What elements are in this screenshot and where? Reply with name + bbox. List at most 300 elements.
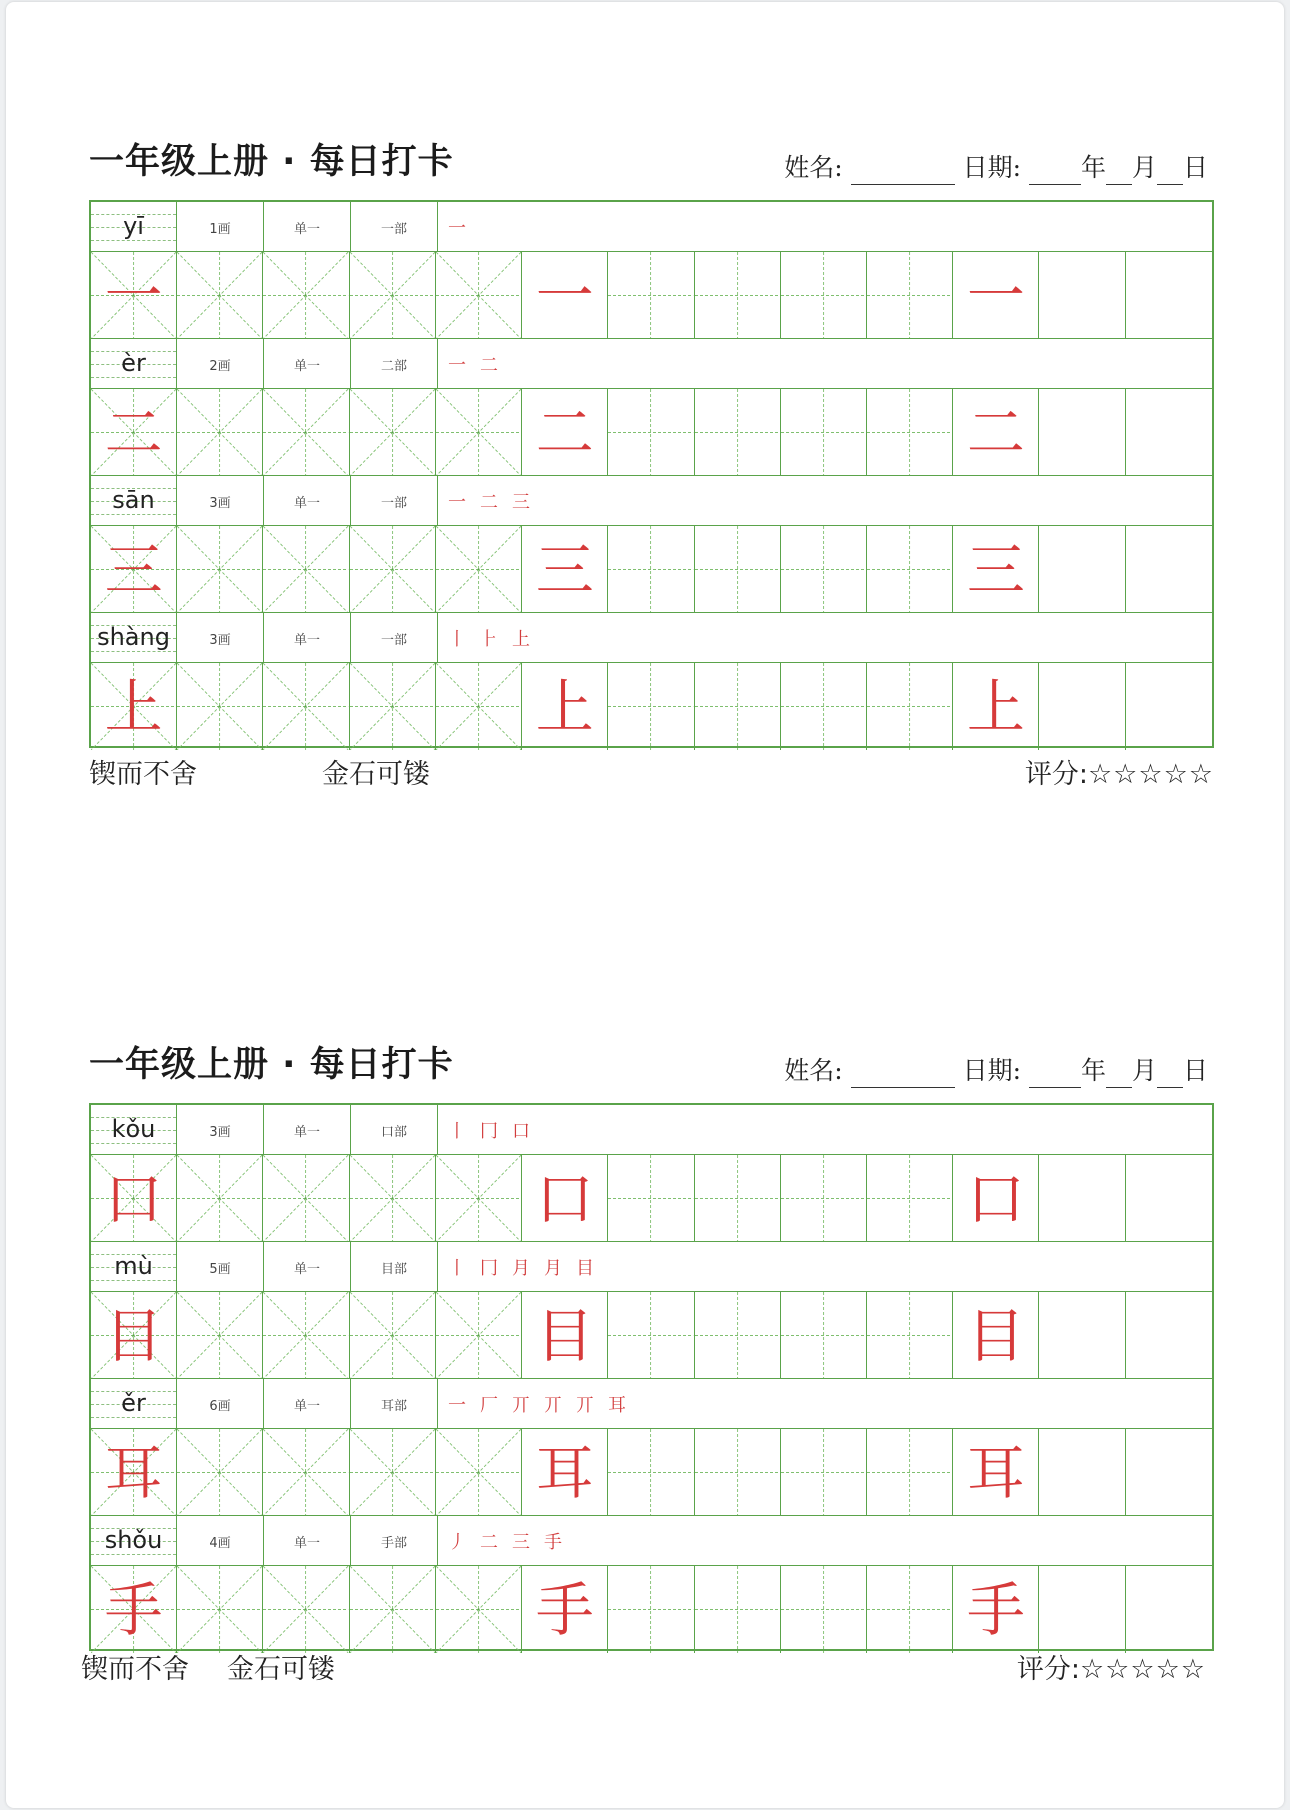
half-guide: [867, 1566, 952, 1653]
half-guide: [781, 526, 866, 613]
writing-cell[interactable]: [263, 1566, 349, 1653]
writing-cell[interactable]: [436, 1566, 522, 1653]
writing-cell[interactable]: [263, 1292, 349, 1379]
writing-cell[interactable]: [781, 1155, 867, 1242]
writing-cell[interactable]: [608, 1566, 694, 1653]
radical: 一部: [351, 202, 438, 252]
writing-cell[interactable]: [350, 252, 436, 339]
writing-cell[interactable]: [1126, 252, 1212, 339]
half-guide: [867, 526, 952, 613]
writing-cell[interactable]: [695, 1566, 781, 1653]
model-character: 三: [966, 535, 1025, 604]
writing-cell[interactable]: [608, 389, 694, 476]
stroke-step: 三: [512, 1532, 530, 1553]
writing-cell[interactable]: [436, 252, 522, 339]
writing-cell[interactable]: [91, 1429, 177, 1516]
half-guide: [608, 1292, 693, 1379]
writing-cell[interactable]: [91, 1155, 177, 1242]
half-guide: [781, 252, 866, 339]
tianzige-guide: [350, 1566, 435, 1653]
pinyin-cell: [91, 1242, 177, 1292]
writing-cell[interactable]: [436, 1155, 522, 1242]
stroke-step: 丨: [448, 1258, 466, 1279]
writing-row: [91, 1155, 1212, 1242]
model-character: 一: [535, 261, 594, 330]
structure: 单一: [264, 476, 351, 526]
structure: 单一: [264, 1379, 351, 1429]
month-label: 月: [1131, 1056, 1157, 1085]
tianzige-guide: [177, 389, 262, 476]
char-info-row: [91, 613, 1212, 663]
char-info-row: [91, 1379, 1212, 1429]
writing-cell[interactable]: [263, 252, 349, 339]
half-guide: [695, 1429, 780, 1516]
model-character: 口: [535, 1164, 594, 1233]
writing-cell[interactable]: [953, 389, 1039, 476]
half-guide: [781, 1155, 866, 1242]
date-label: 日期:: [962, 153, 1021, 182]
writing-cell[interactable]: [522, 389, 608, 476]
stroke-count: 3画: [177, 476, 264, 526]
practice-grid: [89, 1103, 1214, 1651]
stroke-order: [438, 202, 1212, 252]
char-info-row: [91, 339, 1212, 389]
score-line: [1017, 1653, 1206, 1687]
pinyin-cell: [91, 339, 177, 389]
day-label: 日: [1182, 1056, 1208, 1085]
score-stars[interactable]: ☆☆☆☆☆: [1087, 759, 1214, 790]
year-field[interactable]: [1029, 158, 1081, 185]
half-guide: [695, 1292, 780, 1379]
writing-cell[interactable]: [1040, 526, 1126, 613]
writing-cell[interactable]: [522, 1566, 608, 1653]
model-character: 二: [535, 398, 594, 467]
half-guide: [781, 1429, 866, 1516]
stroke-order: [438, 476, 1212, 526]
structure: 单一: [264, 1105, 351, 1155]
model-character: 口: [966, 1164, 1025, 1233]
half-guide: [867, 663, 952, 750]
writing-cell[interactable]: [695, 1155, 781, 1242]
tianzige-guide: [177, 1155, 262, 1242]
model-character: 一: [966, 261, 1025, 330]
stroke-step: 丌: [544, 1395, 562, 1416]
practice-sheet: [89, 142, 1214, 808]
writing-cell[interactable]: [522, 1429, 608, 1516]
half-guide: [608, 1155, 693, 1242]
model-character: 上: [966, 672, 1025, 741]
writing-cell[interactable]: [867, 663, 953, 750]
writing-cell[interactable]: [953, 1429, 1039, 1516]
pinyin: èr: [121, 349, 146, 377]
model-character: 三: [535, 535, 594, 604]
writing-cell[interactable]: [953, 1155, 1039, 1242]
half-guide: [608, 252, 693, 339]
stroke-order: [438, 1105, 1212, 1155]
radical: 二部: [351, 339, 438, 389]
half-guide: [695, 663, 780, 750]
half-guide: [867, 389, 952, 476]
writing-row: [91, 389, 1212, 476]
model-character: 耳: [104, 1438, 163, 1507]
stroke-step: 二: [480, 355, 498, 376]
model-character: 一: [104, 261, 163, 330]
stroke-step: 二: [480, 1532, 498, 1553]
day-field[interactable]: [1157, 158, 1183, 185]
writing-cell[interactable]: [436, 526, 522, 613]
pinyin-cell: [91, 1516, 177, 1566]
writing-cell[interactable]: [608, 663, 694, 750]
writing-cell[interactable]: [867, 1292, 953, 1379]
writing-cell[interactable]: [1040, 1155, 1126, 1242]
stroke-step: 一: [448, 355, 466, 376]
writing-cell[interactable]: [91, 1566, 177, 1653]
tianzige-guide: [350, 1292, 435, 1379]
writing-cell[interactable]: [695, 1429, 781, 1516]
writing-cell[interactable]: [608, 252, 694, 339]
writing-cell[interactable]: [177, 1566, 263, 1653]
half-guide: [781, 1292, 866, 1379]
writing-cell[interactable]: [867, 526, 953, 613]
writing-cell[interactable]: [867, 1566, 953, 1653]
tianzige-guide: [436, 252, 521, 339]
writing-cell[interactable]: [177, 526, 263, 613]
name-field[interactable]: [851, 158, 955, 185]
writing-cell[interactable]: [177, 1155, 263, 1242]
model-character: 耳: [535, 1438, 594, 1507]
name-label: 姓名:: [784, 153, 843, 182]
tianzige-guide: [263, 663, 348, 750]
day-field[interactable]: [1157, 1061, 1183, 1088]
writing-cell[interactable]: [1126, 1292, 1212, 1379]
writing-row: [91, 1292, 1212, 1379]
radical: 一部: [351, 613, 438, 663]
score-label: 评分:: [1024, 759, 1088, 790]
structure: 单一: [264, 339, 351, 389]
name-label: 姓名:: [784, 1056, 843, 1085]
writing-cell[interactable]: [867, 252, 953, 339]
writing-cell[interactable]: [953, 252, 1039, 339]
writing-cell[interactable]: [953, 1292, 1039, 1379]
writing-cell[interactable]: [867, 1429, 953, 1516]
writing-cell[interactable]: [436, 1429, 522, 1516]
writing-cell[interactable]: [1040, 1566, 1126, 1653]
pinyin: sān: [112, 486, 155, 514]
pinyin: ěr: [121, 1389, 146, 1417]
writing-cell[interactable]: [695, 663, 781, 750]
writing-cell[interactable]: [350, 1155, 436, 1242]
tianzige-guide: [350, 252, 435, 339]
name-field[interactable]: [851, 1061, 955, 1088]
pinyin: mù: [114, 1252, 153, 1280]
writing-cell[interactable]: [695, 252, 781, 339]
radical: 手部: [351, 1516, 438, 1566]
pinyin: shàng: [97, 623, 170, 651]
writing-cell[interactable]: [177, 252, 263, 339]
model-character: 二: [104, 398, 163, 467]
model-character: 手: [104, 1575, 163, 1644]
model-character: 耳: [966, 1438, 1025, 1507]
half-guide: [695, 1566, 780, 1653]
model-character: 手: [966, 1575, 1025, 1644]
stroke-step: 月: [544, 1258, 562, 1279]
writing-cell[interactable]: [1040, 389, 1126, 476]
half-guide: [781, 663, 866, 750]
tianzige-guide: [436, 1155, 521, 1242]
stroke-step: ⺊: [480, 629, 498, 650]
model-character: 目: [535, 1301, 594, 1370]
writing-cell[interactable]: [350, 526, 436, 613]
writing-row: [91, 663, 1212, 750]
tianzige-guide: [263, 1566, 348, 1653]
stroke-step: 口: [512, 1121, 530, 1142]
writing-cell[interactable]: [91, 252, 177, 339]
structure: 单一: [264, 613, 351, 663]
stroke-step: 目: [576, 1258, 594, 1279]
writing-cell[interactable]: [177, 1292, 263, 1379]
writing-cell[interactable]: [91, 663, 177, 750]
half-guide: [781, 389, 866, 476]
stroke-step: 手: [544, 1532, 562, 1553]
practice-sheet: [81, 1045, 1214, 1711]
writing-cell[interactable]: [91, 526, 177, 613]
model-character: 二: [966, 398, 1025, 467]
char-info-row: [91, 1105, 1212, 1155]
sheet-title: 一年级上册 · 每日打卡: [89, 1045, 454, 1085]
stroke-step: 一: [448, 218, 466, 239]
writing-cell[interactable]: [1126, 1155, 1212, 1242]
worksheet-page: [6, 2, 1284, 1808]
model-character: 目: [966, 1301, 1025, 1370]
half-guide: [867, 1429, 952, 1516]
tianzige-guide: [263, 1155, 348, 1242]
writing-row: [91, 1429, 1212, 1516]
motto-second: 金石可镂: [227, 1654, 335, 1685]
stroke-step: 厂: [480, 1395, 498, 1416]
writing-cell[interactable]: [263, 663, 349, 750]
tianzige-guide: [350, 663, 435, 750]
pinyin-cell: [91, 202, 177, 252]
stroke-count: 5画: [177, 1242, 264, 1292]
stroke-count: 1画: [177, 202, 264, 252]
writing-cell[interactable]: [953, 1566, 1039, 1653]
writing-cell[interactable]: [695, 1292, 781, 1379]
tianzige-guide: [350, 526, 435, 613]
half-guide: [867, 1292, 952, 1379]
tianzige-guide: [436, 1429, 521, 1516]
year-label: 年: [1080, 153, 1106, 182]
pinyin: yī: [123, 212, 144, 240]
pinyin-cell: [91, 1105, 177, 1155]
writing-cell[interactable]: [1040, 252, 1126, 339]
writing-cell[interactable]: [522, 663, 608, 750]
tianzige-guide: [263, 1292, 348, 1379]
writing-cell[interactable]: [781, 526, 867, 613]
writing-cell[interactable]: [522, 526, 608, 613]
date-label: 日期:: [962, 1056, 1021, 1085]
writing-cell[interactable]: [695, 389, 781, 476]
writing-cell[interactable]: [177, 1429, 263, 1516]
model-character: 手: [535, 1575, 594, 1644]
writing-cell[interactable]: [781, 663, 867, 750]
writing-cell[interactable]: [436, 663, 522, 750]
half-guide: [608, 1566, 693, 1653]
structure: 单一: [264, 202, 351, 252]
writing-cell[interactable]: [1126, 1566, 1212, 1653]
score-stars[interactable]: ☆☆☆☆☆: [1079, 1654, 1206, 1685]
sheet-footer: [89, 748, 1214, 808]
half-guide: [695, 252, 780, 339]
writing-cell[interactable]: [522, 252, 608, 339]
stroke-order: [438, 339, 1212, 389]
sheet-header: [89, 1045, 1214, 1103]
writing-cell[interactable]: [608, 1429, 694, 1516]
half-guide: [608, 1429, 693, 1516]
sheet-header: [89, 142, 1214, 200]
structure: 单一: [264, 1242, 351, 1292]
score-label: 评分:: [1016, 1654, 1080, 1685]
structure: 单一: [264, 1516, 351, 1566]
half-guide: [695, 1155, 780, 1242]
writing-cell[interactable]: [781, 389, 867, 476]
writing-row: [91, 252, 1212, 339]
tianzige-guide: [436, 389, 521, 476]
writing-cell[interactable]: [436, 1292, 522, 1379]
half-guide: [695, 389, 780, 476]
writing-cell[interactable]: [263, 389, 349, 476]
month-field[interactable]: [1106, 158, 1132, 185]
writing-cell[interactable]: [1126, 663, 1212, 750]
motto-first: 锲而不舍: [81, 1654, 189, 1685]
writing-row: [91, 1566, 1212, 1653]
stroke-step: 二: [480, 492, 498, 513]
stroke-step: 丨: [448, 1121, 466, 1142]
tianzige-guide: [436, 1292, 521, 1379]
month-label: 月: [1131, 153, 1157, 182]
model-character: 三: [104, 535, 163, 604]
stroke-order: [438, 1242, 1212, 1292]
sheet-title: 一年级上册 · 每日打卡: [89, 142, 454, 182]
pinyin-cell: [91, 1379, 177, 1429]
stroke-step: 丿: [448, 1532, 466, 1553]
writing-cell[interactable]: [953, 663, 1039, 750]
writing-cell[interactable]: [522, 1155, 608, 1242]
writing-cell[interactable]: [350, 389, 436, 476]
writing-cell[interactable]: [608, 526, 694, 613]
writing-row: [91, 526, 1212, 613]
writing-cell[interactable]: [177, 663, 263, 750]
stroke-step: 上: [512, 629, 530, 650]
half-guide: [781, 1566, 866, 1653]
stroke-count: 6画: [177, 1379, 264, 1429]
stroke-step: 三: [512, 492, 530, 513]
half-guide: [695, 526, 780, 613]
tianzige-guide: [350, 1155, 435, 1242]
writing-cell[interactable]: [350, 1292, 436, 1379]
writing-cell[interactable]: [695, 526, 781, 613]
writing-cell[interactable]: [177, 389, 263, 476]
char-info-row: [91, 1516, 1212, 1566]
writing-cell[interactable]: [953, 526, 1039, 613]
tianzige-guide: [350, 389, 435, 476]
radical: 目部: [351, 1242, 438, 1292]
tianzige-guide: [177, 252, 262, 339]
model-character: 口: [104, 1164, 163, 1233]
tianzige-guide: [350, 1429, 435, 1516]
stroke-step: 丌: [576, 1395, 594, 1416]
tianzige-guide: [177, 1429, 262, 1516]
writing-cell[interactable]: [436, 389, 522, 476]
writing-cell[interactable]: [91, 1292, 177, 1379]
tianzige-guide: [436, 526, 521, 613]
tianzige-guide: [263, 252, 348, 339]
writing-cell[interactable]: [1126, 389, 1212, 476]
stroke-step: 丌: [512, 1395, 530, 1416]
writing-cell[interactable]: [263, 1155, 349, 1242]
writing-cell[interactable]: [1126, 526, 1212, 613]
half-guide: [867, 1155, 952, 1242]
model-character: 上: [535, 672, 594, 741]
name-date-line: [784, 151, 1208, 185]
writing-cell[interactable]: [350, 1566, 436, 1653]
writing-cell[interactable]: [867, 1155, 953, 1242]
half-guide: [608, 663, 693, 750]
char-info-row: [91, 202, 1212, 252]
motto-second: 金石可镂: [322, 759, 430, 790]
day-label: 日: [1182, 153, 1208, 182]
writing-cell[interactable]: [350, 663, 436, 750]
writing-cell[interactable]: [781, 1429, 867, 1516]
writing-cell[interactable]: [91, 389, 177, 476]
model-character: 上: [104, 672, 163, 741]
radical: 耳部: [351, 1379, 438, 1429]
writing-cell[interactable]: [522, 1292, 608, 1379]
writing-cell[interactable]: [263, 1429, 349, 1516]
month-field[interactable]: [1106, 1061, 1132, 1088]
writing-cell[interactable]: [1126, 1429, 1212, 1516]
stroke-step: 耳: [608, 1395, 626, 1416]
writing-cell[interactable]: [350, 1429, 436, 1516]
writing-cell[interactable]: [1040, 1292, 1126, 1379]
half-guide: [608, 526, 693, 613]
writing-cell[interactable]: [608, 1155, 694, 1242]
stroke-count: 4画: [177, 1516, 264, 1566]
writing-cell[interactable]: [608, 1292, 694, 1379]
model-character: 目: [104, 1301, 163, 1370]
pinyin: shǒu: [104, 1526, 163, 1554]
tianzige-guide: [177, 526, 262, 613]
writing-cell[interactable]: [781, 1566, 867, 1653]
practice-grid: [89, 200, 1214, 748]
writing-cell[interactable]: [781, 252, 867, 339]
writing-cell[interactable]: [867, 389, 953, 476]
writing-cell[interactable]: [1040, 1429, 1126, 1516]
tianzige-guide: [177, 663, 262, 750]
writing-cell[interactable]: [781, 1292, 867, 1379]
stroke-count: 3画: [177, 613, 264, 663]
stroke-step: 丨: [448, 629, 466, 650]
tianzige-guide: [177, 1292, 262, 1379]
stroke-step: 冂: [480, 1121, 498, 1142]
stroke-step: 一: [448, 492, 466, 513]
char-info-row: [91, 1242, 1212, 1292]
writing-cell[interactable]: [1040, 663, 1126, 750]
year-field[interactable]: [1029, 1061, 1081, 1088]
writing-cell[interactable]: [263, 526, 349, 613]
tianzige-guide: [436, 1566, 521, 1653]
sheet-footer: [81, 1651, 1214, 1711]
half-guide: [867, 252, 952, 339]
